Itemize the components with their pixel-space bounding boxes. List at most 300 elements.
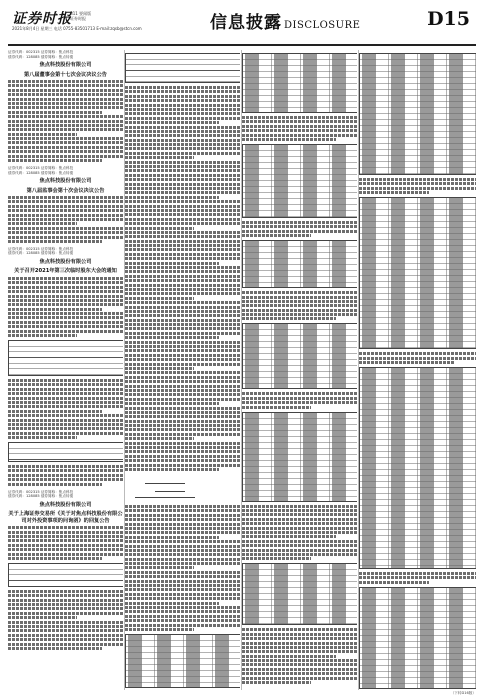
body-text-line (125, 306, 240, 309)
body-text-line (242, 677, 357, 680)
body-text-line (8, 621, 123, 624)
body-text-line (8, 427, 123, 430)
body-text-line (125, 336, 219, 339)
stock-code-line: 证券代码：002315 证券简称：焦点科技 (8, 489, 74, 494)
body-text-line (125, 90, 240, 93)
body-text-line (125, 174, 240, 177)
body-text-line (125, 610, 240, 613)
body-text-line (8, 115, 123, 118)
announcement-title: 关于召开2021年第三次临时股东大会的通知 (14, 268, 117, 275)
body-text-line (8, 531, 123, 534)
body-text-line (125, 433, 240, 436)
body-text-line (125, 165, 240, 168)
body-text-line (125, 415, 240, 418)
body-text-line (8, 392, 123, 395)
body-text-line (8, 84, 123, 87)
body-text-line (242, 134, 357, 137)
body-text-line (242, 527, 357, 530)
body-text-line (8, 383, 123, 386)
body-text-line (242, 655, 336, 658)
stock-code-line: 证券代码：002315 证券简称：焦点科技 (8, 50, 74, 54)
body-text-line (125, 367, 194, 370)
body-text-line (125, 86, 240, 89)
stock-code-line: 证券代码：002315 证券简称：焦点科技 (8, 246, 74, 251)
body-text-line (125, 593, 240, 596)
body-text-line (125, 393, 240, 396)
body-text-line (242, 309, 357, 312)
body-text-line (125, 152, 240, 155)
body-text-line (359, 357, 476, 360)
body-text-line (8, 414, 123, 417)
body-text-line (8, 146, 123, 149)
body-text-line (8, 625, 123, 628)
body-text-line (125, 509, 240, 512)
body-text-line (242, 509, 357, 512)
body-text-line (125, 130, 240, 133)
body-text-line (8, 312, 123, 315)
body-text-line (242, 406, 311, 409)
data-table (242, 144, 357, 218)
logo-sub-line-2: 证券时报 (70, 16, 86, 21)
body-text-line (8, 218, 123, 221)
newspaper-logo: 证券时报 (12, 11, 72, 27)
body-text-line (125, 545, 240, 548)
body-text-line (8, 423, 123, 426)
body-text-line (8, 544, 123, 547)
body-text-line (125, 218, 240, 221)
body-text-line (8, 93, 123, 96)
body-text-line (125, 363, 240, 366)
body-text-line (125, 420, 240, 423)
bond-code-line: 债券代码：128085 债券简称：焦点转债 (8, 170, 74, 175)
body-text-line (125, 196, 219, 199)
body-text-line (8, 236, 123, 239)
data-table (242, 323, 357, 389)
body-text-line (8, 638, 123, 641)
body-text-line (125, 240, 240, 243)
body-text-line (8, 316, 123, 319)
body-text-line (125, 314, 240, 317)
masthead-rule (8, 44, 476, 46)
body-text-line (242, 116, 357, 119)
body-text-line (125, 191, 240, 194)
body-text-line (8, 379, 123, 382)
body-text-line (125, 117, 240, 120)
body-text-line (125, 536, 219, 539)
body-text-line (125, 459, 240, 462)
body-text-line (125, 205, 240, 208)
body-text-line (125, 95, 240, 98)
body-text-line (125, 424, 240, 427)
body-text-line (8, 150, 123, 153)
body-text-line (125, 619, 240, 622)
body-text-line (125, 279, 240, 282)
logo-subtitle (70, 11, 91, 21)
body-text-line (8, 102, 123, 105)
body-text-line (8, 141, 123, 144)
body-text-line (125, 402, 219, 405)
column-1 (8, 50, 123, 690)
bond-code-line: 债券代码：128085 债券简称：焦点转债 (8, 494, 74, 499)
body-text-line (359, 182, 476, 185)
body-text-line (125, 292, 240, 295)
data-table (242, 53, 357, 113)
body-text-line (125, 327, 240, 330)
body-text-line (242, 642, 357, 645)
body-text-line (125, 275, 240, 278)
body-text-line (8, 295, 123, 298)
body-text-line (242, 221, 357, 224)
body-text-line (125, 531, 240, 534)
body-text-line (125, 235, 240, 238)
data-table (125, 634, 240, 688)
data-table (8, 563, 123, 587)
body-text-line (125, 134, 240, 137)
body-text-line (125, 584, 240, 587)
body-text-line (125, 437, 194, 440)
body-text-line (125, 566, 194, 569)
body-text-line (125, 332, 240, 335)
body-text-line (125, 407, 240, 410)
body-text-line (125, 222, 240, 225)
body-text-line (359, 576, 476, 579)
body-text-line (242, 557, 311, 560)
body-text-line (125, 200, 240, 203)
body-text-line (242, 646, 357, 649)
body-text-line (242, 531, 357, 534)
body-text-line (125, 244, 240, 247)
body-text-line (242, 637, 357, 640)
body-text-line (8, 557, 102, 560)
body-text-line (125, 227, 194, 230)
body-text-line (125, 428, 240, 431)
formula-line (155, 491, 185, 492)
body-text-line (8, 603, 123, 606)
body-text-line (359, 187, 476, 190)
body-text-line (8, 647, 102, 650)
body-text-line (125, 446, 240, 449)
body-text-line (125, 349, 240, 352)
data-table (242, 240, 357, 288)
body-text-line (8, 629, 123, 632)
body-text-line (242, 296, 357, 299)
body-text-line (8, 483, 102, 486)
body-text-line (8, 643, 123, 646)
body-text-line (242, 672, 357, 675)
body-text-line (8, 231, 123, 234)
body-text-line (125, 187, 240, 190)
column-3 (242, 50, 357, 690)
body-text-line (125, 341, 240, 344)
body-text-line (125, 606, 240, 609)
body-text-line (125, 389, 240, 392)
body-text-line (125, 602, 219, 605)
body-text-line (242, 230, 357, 233)
masthead (8, 6, 476, 46)
body-text-line (125, 147, 240, 150)
body-text-line (8, 590, 123, 593)
body-text-line (242, 553, 357, 556)
body-text-line (242, 633, 357, 636)
body-text-line (8, 607, 123, 610)
body-text-line (242, 540, 357, 543)
body-text-line (125, 558, 240, 561)
body-text-line (8, 106, 123, 109)
body-text-line (125, 562, 240, 565)
body-text-line (8, 209, 123, 212)
body-text-line (125, 464, 240, 467)
body-text-line (125, 143, 240, 146)
body-text-line (125, 209, 240, 212)
announcement-title: 关于上海证券交易所《关于对焦点科技股份有限公司对外投资事项的问询函》的回复公告 (8, 511, 123, 524)
body-text-line (8, 98, 123, 101)
data-table (359, 587, 476, 689)
body-text-line (242, 681, 311, 684)
body-text-line (125, 183, 240, 186)
section-title-en: DISCLOSURE (284, 20, 361, 31)
body-text-line (8, 465, 123, 468)
body-text-line (242, 650, 357, 653)
announcement-company: 焦点科技股份有限公司 (39, 62, 92, 68)
body-text-line (242, 397, 357, 400)
body-text-line (125, 580, 240, 583)
body-text-line (359, 191, 429, 194)
body-text-line (8, 200, 123, 203)
continued-note: （下转D16版） (450, 691, 476, 695)
body-text-line (8, 397, 123, 400)
body-text-line (125, 514, 240, 517)
body-text-line (8, 436, 77, 439)
body-text-line (8, 196, 123, 199)
body-text-line (125, 385, 240, 388)
body-text-line (125, 169, 240, 172)
body-text-line (125, 161, 240, 164)
column-4 (359, 50, 476, 690)
body-text-line (8, 325, 123, 328)
body-text-line (125, 549, 240, 552)
body-text-line (125, 257, 240, 260)
body-text-line (125, 99, 240, 102)
body-text-line (125, 597, 240, 600)
body-text-line (8, 281, 123, 284)
formula-line (135, 497, 195, 498)
body-text-line (125, 266, 240, 269)
body-text-line (242, 549, 357, 552)
body-text-line (242, 513, 357, 516)
body-text-line (8, 634, 123, 637)
body-text-line (242, 120, 357, 123)
body-text-line (125, 455, 240, 458)
body-text-line (125, 518, 240, 521)
body-text-line (125, 248, 240, 251)
body-text-line (242, 225, 357, 228)
announcement-title: 第八届董事会第十七次会议决议公告 (23, 71, 107, 78)
announcement-company: 焦点科技股份有限公司 (39, 258, 92, 265)
body-text-line (125, 178, 240, 181)
dateline: 2021年8月4日 星期三 电话 0755-83501713 E-mail:zqsb@stcn.com (12, 26, 142, 31)
body-text-line (8, 405, 123, 408)
body-text-line (125, 553, 240, 556)
body-text-line (125, 615, 240, 618)
body-text-line (8, 290, 123, 293)
body-text-line (125, 376, 240, 379)
body-text-line (125, 112, 240, 115)
body-text-line (8, 137, 123, 140)
body-text-line (8, 616, 77, 619)
body-text-line (242, 518, 357, 521)
body-text-line (125, 588, 240, 591)
body-text-line (8, 548, 123, 551)
body-text-line (242, 291, 357, 294)
body-text-line (8, 594, 123, 597)
announcement-company: 焦点科技股份有限公司 (39, 501, 92, 508)
data-table (242, 563, 357, 625)
body-text-line (8, 401, 123, 404)
body-text-line (8, 599, 123, 602)
body-text-line (8, 214, 123, 217)
body-text-line (125, 104, 240, 107)
body-text-line (242, 659, 357, 662)
body-text-line (8, 388, 123, 391)
bond-code-line: 债券代码：128085 债券简称：焦点转债 (8, 54, 74, 59)
body-text-line (8, 89, 123, 92)
body-text-line (8, 111, 102, 114)
section-title (210, 8, 360, 33)
body-text-line (8, 227, 123, 230)
body-text-line (8, 478, 123, 481)
formula-diagram (125, 475, 240, 501)
body-text-line (8, 539, 123, 542)
body-text-line (125, 398, 240, 401)
data-table (359, 197, 476, 349)
body-text-line (242, 505, 357, 508)
body-text-line (125, 358, 240, 361)
body-text-line (359, 572, 476, 575)
body-text-line (125, 345, 240, 348)
section-title-cn: 信息披露 (210, 13, 282, 33)
announcement-company: 焦点科技股份有限公司 (39, 178, 92, 185)
body-text-line (8, 535, 123, 538)
body-text-line (125, 540, 240, 543)
body-text-line (125, 354, 240, 357)
body-text-line (8, 133, 77, 136)
body-text-line (125, 571, 240, 574)
body-text-line (8, 240, 102, 243)
body-text-line (242, 138, 336, 141)
body-text-line (125, 523, 240, 526)
body-text-line (8, 419, 123, 422)
body-text-line (125, 253, 240, 256)
body-text-line (125, 270, 240, 273)
body-text-line (359, 581, 429, 584)
body-text-line (125, 262, 219, 265)
body-text-line (8, 299, 123, 302)
body-text-line (125, 310, 240, 313)
body-text-line (125, 297, 194, 300)
body-text-line (8, 222, 77, 225)
body-text-line (125, 108, 240, 111)
body-text-line (125, 371, 240, 374)
body-text-line (125, 380, 240, 383)
body-text-line (8, 330, 123, 333)
body-text-line (359, 352, 476, 355)
body-text-line (125, 468, 219, 471)
body-text-line (242, 668, 357, 671)
body-text-line (242, 317, 336, 320)
body-text-line (8, 205, 123, 208)
body-text-line (242, 304, 357, 307)
body-text-line (125, 624, 240, 627)
body-text-line (242, 300, 357, 303)
body-text-line (359, 178, 476, 181)
body-text-line (242, 663, 357, 666)
body-text-line (125, 213, 240, 216)
page-number: D15 (427, 8, 470, 30)
body-text-line (242, 125, 357, 128)
body-text-line (8, 120, 123, 123)
body-text-line (242, 544, 357, 547)
body-text-line (125, 527, 240, 530)
body-text-line (125, 121, 219, 124)
data-table (359, 367, 476, 569)
body-text-line (125, 628, 194, 631)
body-text-line (8, 526, 123, 529)
formula-line (145, 483, 185, 484)
body-text-line (242, 401, 357, 404)
body-text-line (242, 628, 357, 631)
body-text-line (125, 575, 240, 578)
body-text-line (125, 126, 240, 129)
body-text-line (125, 231, 240, 234)
body-text-line (242, 313, 357, 316)
body-text-line (125, 319, 240, 322)
body-text-line (125, 505, 240, 508)
body-text-line (125, 442, 240, 445)
body-text-line (8, 124, 123, 127)
body-text-line (8, 410, 102, 413)
data-table (125, 53, 240, 83)
body-text-line (125, 323, 240, 326)
body-text-line (125, 156, 194, 159)
body-text-line (8, 612, 123, 615)
data-table (359, 53, 476, 175)
body-text-line (8, 334, 77, 337)
data-table (8, 442, 123, 462)
body-text-line (8, 80, 123, 83)
body-text-line (242, 535, 336, 538)
body-text-line (242, 392, 357, 395)
body-text-line (242, 522, 357, 525)
column-2 (125, 50, 240, 690)
announcement-title: 第八届监事会第十次会议决议公告 (26, 187, 105, 194)
body-text-line (8, 321, 123, 324)
body-text-line (125, 411, 240, 414)
body-text-line (8, 128, 123, 131)
logo-sub-line-1: B11 要闻版 (70, 11, 92, 16)
bond-code-line: 债券代码：128085 债券简称：焦点转债 (8, 251, 74, 256)
body-text-line (8, 469, 123, 472)
body-text-line (8, 474, 123, 477)
body-text-line (8, 432, 123, 435)
body-text-line (242, 234, 311, 237)
stock-code-line: 证券代码：002315 证券简称：焦点科技 (8, 166, 74, 171)
data-table (242, 412, 357, 502)
data-table (8, 340, 123, 376)
body-text-line (125, 139, 240, 142)
body-text-line (8, 155, 123, 158)
body-text-line (125, 288, 240, 291)
body-text-line (8, 286, 123, 289)
